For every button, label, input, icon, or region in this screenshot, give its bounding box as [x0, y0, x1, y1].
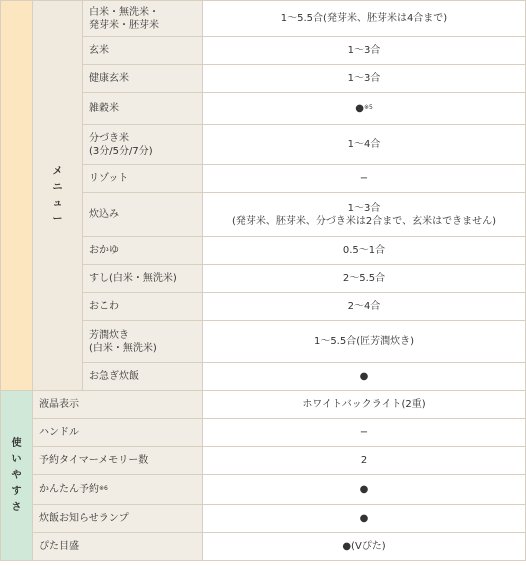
- spec-row: [1, 475, 526, 505]
- row-value: 1〜3合 (発芽米、胚芽米、分づき米は2合まで、玄米はできません): [203, 193, 526, 237]
- footnote-marker: ※6: [99, 485, 108, 492]
- row-label: おかゆ: [83, 237, 203, 265]
- row-label: 白米・無洗米・ 発芽米・胚芽米: [83, 1, 203, 37]
- row-label: 液晶表示: [33, 391, 203, 419]
- group-label: 使いやすさ: [11, 437, 22, 513]
- row-value: ●: [203, 363, 526, 391]
- category-band: [1, 1, 33, 391]
- row-value: −: [203, 419, 526, 447]
- category-band: [1, 391, 33, 561]
- menu-section: [1, 1, 526, 391]
- row-value: 1〜4合: [203, 125, 526, 165]
- row-label: お急ぎ炊飯: [83, 363, 203, 391]
- row-value: ●$^{※5}$: [203, 93, 526, 125]
- spec-row: [1, 533, 526, 561]
- row-value: ホワイトバックライト(2重): [203, 391, 526, 419]
- usability-section: [1, 391, 526, 561]
- spec-row: [1, 1, 526, 37]
- row-value: 0.5〜1合: [203, 237, 526, 265]
- row-value: 1〜3合: [203, 37, 526, 65]
- row-label: ハンドル: [33, 419, 203, 447]
- row-value: ●: [203, 505, 526, 533]
- row-value: −: [203, 165, 526, 193]
- row-value: 1〜3合: [203, 65, 526, 93]
- spec-row: [1, 391, 526, 419]
- row-label: 芳潤炊き (白米・無洗米): [83, 321, 203, 363]
- row-label: すし(白米・無洗米): [83, 265, 203, 293]
- row-value: ●(Vぴた): [203, 533, 526, 561]
- row-label: かんたん予約$^{※6}$: [33, 475, 203, 505]
- row-label: 健康玄米: [83, 65, 203, 93]
- spec-row: [1, 419, 526, 447]
- row-value: 1〜5.5合(発芽米、胚芽米は4合まで): [203, 1, 526, 37]
- footnote-marker: ※5: [363, 104, 373, 111]
- row-value: ●: [203, 475, 526, 505]
- row-label: 炊飯お知らせランプ: [33, 505, 203, 533]
- row-value: 2〜5.5合: [203, 265, 526, 293]
- spec-row: [1, 447, 526, 475]
- row-value: 2〜4合: [203, 293, 526, 321]
- row-label: 分づき米 (3分/5分/7分): [83, 125, 203, 165]
- row-value: 2: [203, 447, 526, 475]
- row-label: 予約タイマーメモリー数: [33, 447, 203, 475]
- spec-row: [1, 505, 526, 533]
- row-label: 雑穀米: [83, 93, 203, 125]
- row-label: おこわ: [83, 293, 203, 321]
- row-label: 炊込み: [83, 193, 203, 237]
- group-label: メニュー: [33, 1, 83, 391]
- row-value: 1〜5.5合(匠芳潤炊き): [203, 321, 526, 363]
- row-label: 玄米: [83, 37, 203, 65]
- row-label: リゾット: [83, 165, 203, 193]
- row-label: ぴた目盛: [33, 533, 203, 561]
